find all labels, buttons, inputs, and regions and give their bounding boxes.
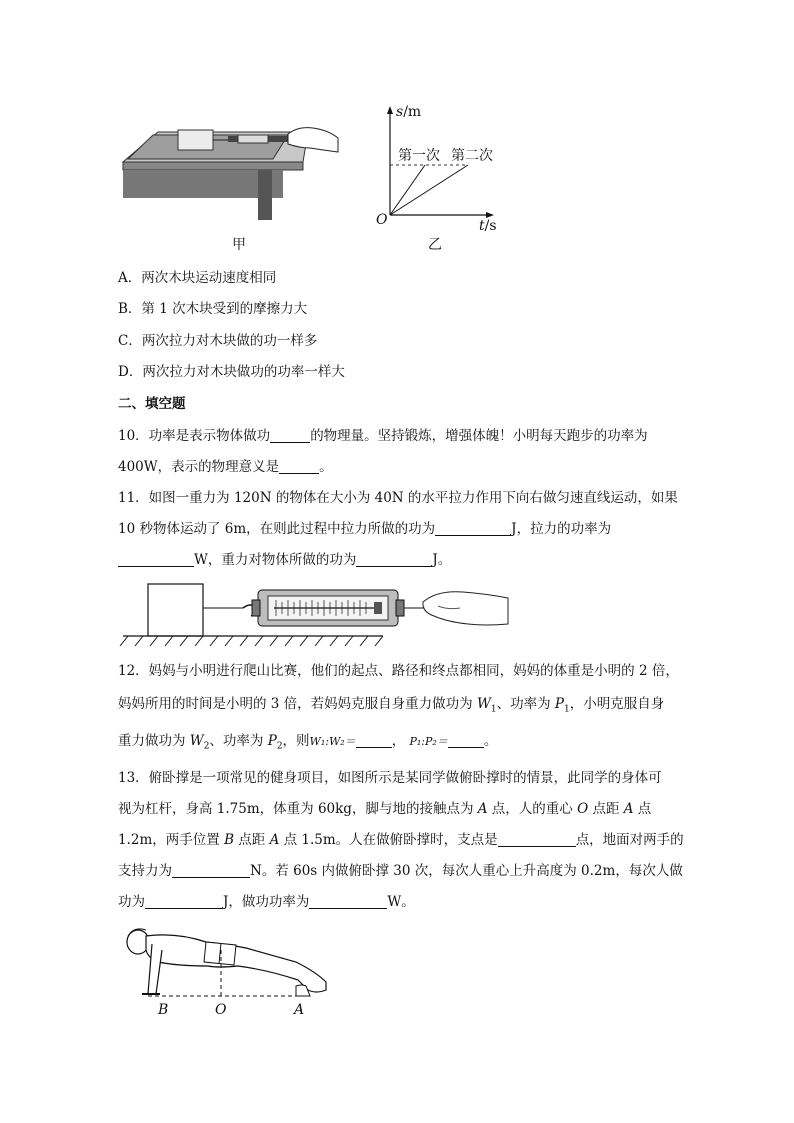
- q12-line3: 重力做功为 $W_2$、功率为 $P_2$，则W₁:W₂＝ ， P₁:P₂＝ 。: [118, 733, 498, 752]
- q11-line1: 11．如图一重力为 120N 的物体在大小为 40N 的水平拉力作用下向右做匀速直线运动，如果: [118, 490, 678, 506]
- q13-blank-1[interactable]: [498, 832, 576, 847]
- q13-line4: 支持力为 N。若 60s 内做俯卧撑 30 次，每次人重心上升高度为 0.2m，每次人做: [118, 863, 683, 879]
- pushup-label-o: O: [215, 1002, 227, 1018]
- label-first: 第一次: [398, 148, 440, 164]
- q10-blank-1[interactable]: [270, 428, 310, 443]
- q12-blank-2[interactable]: [448, 733, 484, 748]
- q13-blank-4[interactable]: [309, 894, 387, 909]
- option-d: D．两次拉力对木块做功的功率一样大: [118, 364, 345, 380]
- figure-jia-table: [118, 122, 368, 222]
- caption-jia: 甲: [232, 237, 246, 253]
- pushup-label-a: A: [294, 1002, 305, 1018]
- q11-blank-2[interactable]: [118, 552, 194, 567]
- q13-line2: 视为杠杆，身高 1.75m，体重为 60kg，脚与地的接触点为 A 点，人的重心 O 点距 A 点: [118, 801, 652, 817]
- origin-label: O: [376, 212, 388, 228]
- q10-line1: 10．功率是表示物体做功 的物理量。坚持锻炼，增强体魄！小明每天跑步的功率为: [118, 428, 648, 444]
- figure-q11-spring-scale: [118, 578, 518, 648]
- q11-line2: 10 秒物体运动了 6m，在则此过程中拉力所做的功为 J，拉力的功率为: [118, 521, 612, 537]
- q13-line3: 1.2m，两手位置 B 点距 A 点 1.5m。人在做俯卧撑时，支点是 点，地面对两手的: [118, 832, 684, 848]
- q10-line2: 400W，表示的物理意义是 。: [118, 459, 333, 475]
- option-b: B．第 1 次木块受到的摩擦力大: [118, 301, 308, 317]
- option-a: A．两次木块运动速度相同: [118, 270, 277, 286]
- caption-yi: 乙: [428, 237, 442, 253]
- q13-line5: 功为 J，做功功率为 W。: [118, 894, 415, 910]
- option-c: C．两次拉力对木块做的功一样多: [118, 333, 318, 349]
- q13-blank-2[interactable]: [172, 863, 250, 878]
- label-second: 第二次: [451, 148, 493, 164]
- q12-line2: 妈妈所用的时间是小明的 3 倍，若妈妈克服自身重力做功为 $W_1$、功率为 $P_1$，小明克服自身: [118, 696, 665, 715]
- q10-blank-2[interactable]: [279, 459, 319, 474]
- pushup-label-b: B: [158, 1002, 169, 1018]
- q11-blank-3[interactable]: [356, 552, 432, 567]
- q13-blank-3[interactable]: [145, 894, 223, 909]
- section-title: 二、填空题: [118, 396, 186, 412]
- q12-line1: 12．妈妈与小明进行爬山比赛，他们的起点、路径和终点都相同，妈妈的体重是小明的 2 倍，: [118, 663, 679, 679]
- y-axis-label: s/m: [396, 104, 422, 120]
- block: [148, 584, 203, 636]
- q11-line3: W，重力对物体所做的功为 J。: [118, 550, 451, 570]
- q13-line1: 13．俯卧撑是一项常见的健身项目，如图所示是某同学做俯卧撑时的情景，此同学的身体可: [118, 770, 662, 786]
- x-axis-label: t/s: [479, 218, 497, 234]
- line-second: [390, 165, 468, 215]
- figure-yi-st-graph: [370, 100, 500, 235]
- figure-pushup: [118, 920, 328, 1005]
- q12-blank-1[interactable]: [356, 733, 392, 748]
- q11-blank-1[interactable]: [435, 521, 511, 536]
- line-first: [390, 165, 425, 215]
